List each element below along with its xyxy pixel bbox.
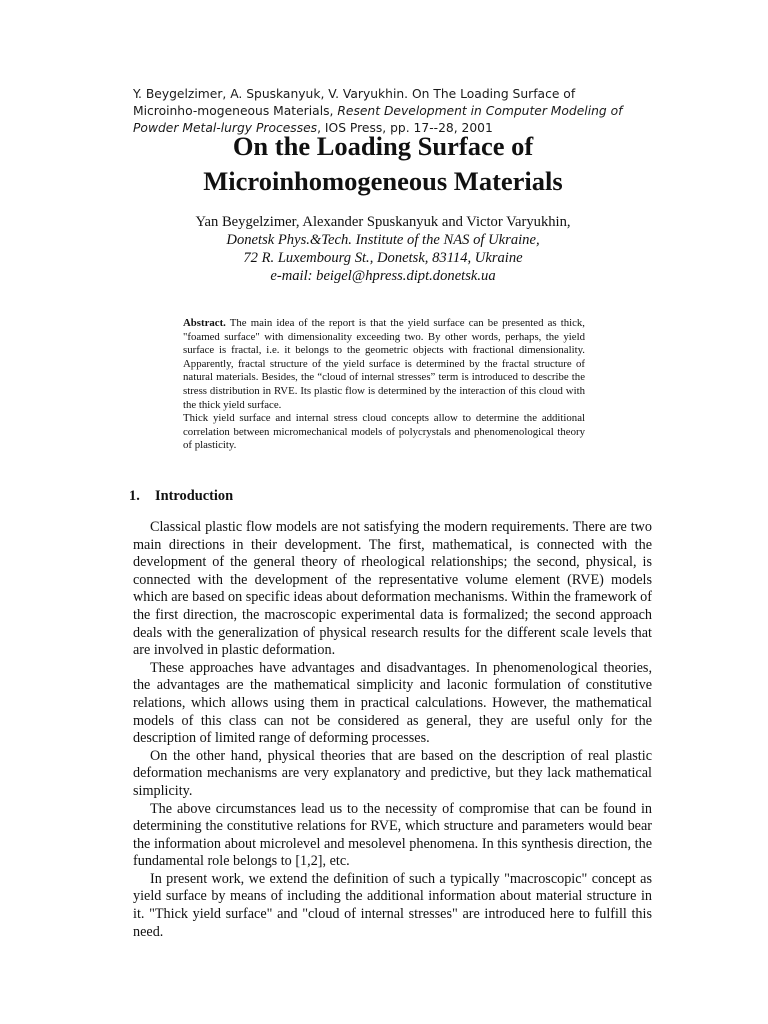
citation-journal: Resent Development in Computer Modeling of Powder Metal-lurgy Processes xyxy=(133,104,623,135)
abstract-label: Abstract. xyxy=(183,317,226,329)
author-email: e-mail: beigel@hpress.dipt.donetsk.ua xyxy=(270,268,496,284)
paper-title xyxy=(133,129,633,199)
abstract xyxy=(183,317,585,453)
body-paragraph: In present work, we extend the definition of such a typically "macroscopic" concept as yield surface by means of including the additional information about material structure in it. "Thick yield surface" and "cloud of internal stresses" are introduced here to fulfill this need. xyxy=(133,870,652,940)
citation-publisher: , IOS Press, pp. 17--28, 2001 xyxy=(317,121,493,135)
title-line-2: Microinhomogeneous Materials xyxy=(203,166,563,196)
body-paragraph: These approaches have advantages and disadvantages. In phenomenological theories, the advantages are the mathematical simplicity and laconic formulation of constitutive relations, which allows using them in practical calculations. However, the mathematical models of this class can not be considered as general, they are useful only for the description of limited range of deforming processes. xyxy=(133,659,652,747)
section-body xyxy=(133,519,652,941)
citation-authors: Y. Beygelzimer, A. Spuskanyuk, V. Varyukhin. On The Loading Surface of Microinho-mogeneous Materials, xyxy=(133,87,576,118)
section-heading xyxy=(129,487,233,505)
title-line-1: On the Loading Surface of xyxy=(232,131,534,161)
abstract-paragraph-1 xyxy=(183,317,585,412)
author-block xyxy=(133,213,633,285)
body-paragraph: On the other hand, physical theories that are based on the description of real plastic deformation mechanisms are very explanatory and predictive, but they lack mathematical simplicity. xyxy=(133,747,652,799)
section-number: 1. xyxy=(129,488,140,504)
author-names: Yan Beygelzimer, Alexander Spuskanyuk and Victor Varyukhin, xyxy=(195,214,571,230)
abstract-paragraph-2: Thick yield surface and internal stress cloud concepts allow to determine the additional correlation between micromechanical models of polycrystals and phenomenological theory of plasticity. xyxy=(183,412,585,452)
affiliation-institute: Donetsk Phys.&Tech. Institute of the NAS of Ukraine, xyxy=(226,232,540,248)
affiliation-address: 72 R. Luxembourg St., Donetsk, 83114, Ukraine xyxy=(243,250,523,266)
abstract-text-1: The main idea of the report is that the yield surface can be presented as thick, "foamed surface" with dimensionality exceeding two. By other words, perhaps, the yield surface is fractal, i.e. it belongs to the geometric objects with fractional dimensionality. Apparently, fractal structure of the yield surface is determined by the fractal structure of natural materials. Besides, the “cloud of internal stresses” term is introduced to describe the stress distribution in RVE. Its plastic flow is determined by the interaction of this cloud with the thick yield surface. xyxy=(183,317,585,411)
section-title: Introduction xyxy=(155,488,234,504)
body-paragraph: Classical plastic flow models are not satisfying the modern requirements. There are two main directions in their development. The first, mathematical, is connected with the development of the general theory of rheological relationships; the second, physical, is connected with the development of the representative volume element (RVE) models which are based on specific ideas about deformation mechanisms. Within the framework of the first direction, the macroscopic experimental data is formalized; the second approach deals with the generalization of physical research results for the different scale levels that are involved in plastic deformation. xyxy=(133,519,652,659)
body-paragraph: The above circumstances lead us to the necessity of compromise that can be found in determining the constitutive relations for RVE, which structure and parameters would bear the information about microlevel and mesolevel phenomena. In this synthesis direction, the fundamental role belongs to [1,2], etc. xyxy=(133,800,652,870)
